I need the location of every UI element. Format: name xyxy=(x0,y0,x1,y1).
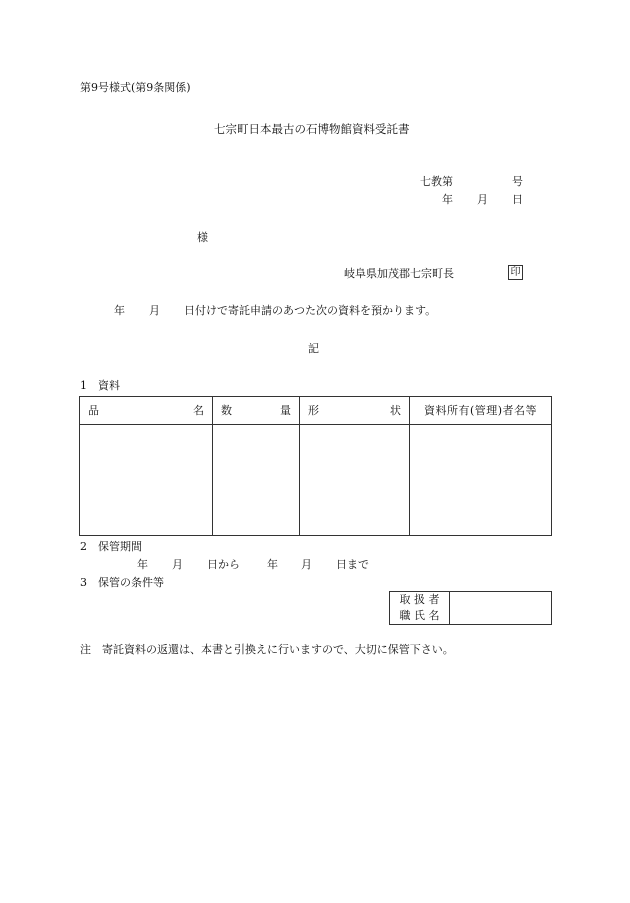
date-day: 日 xyxy=(512,193,523,206)
cell-quantity[interactable] xyxy=(213,425,300,536)
handler-label-cell xyxy=(390,592,450,625)
header-item-name: 品 名 xyxy=(80,397,213,425)
reference-prefix: 七教第 xyxy=(420,175,453,188)
section3-label: 3 保管の条件等 xyxy=(80,576,164,589)
ki-heading: 記 xyxy=(308,342,319,355)
section1-label: 1 資料 xyxy=(80,379,120,392)
header-shape: 形 状 xyxy=(300,397,410,425)
period-to-day: 日まで xyxy=(336,558,369,571)
intro-month: 月 xyxy=(149,304,160,317)
date-year: 年 xyxy=(442,193,453,206)
cell-item-name[interactable] xyxy=(80,425,213,536)
table-row xyxy=(80,425,552,536)
handler-label: 取 扱 者 xyxy=(399,593,440,606)
period-from-year: 年 xyxy=(137,558,148,571)
document-title: 七宗町日本最古の石博物館資料受託書 xyxy=(214,122,410,136)
intro-year: 年 xyxy=(114,304,125,317)
period-to-year: 年 xyxy=(267,558,278,571)
cell-owner[interactable] xyxy=(410,425,552,536)
period-from-day: 日から xyxy=(207,558,240,571)
addressee-suffix: 様 xyxy=(197,231,208,244)
name-label: 職 氏 名 xyxy=(399,609,440,622)
return-note: 注 寄託資料の返還は、本書と引換えに行いますので、大切に保管下さい。 xyxy=(80,643,454,656)
materials-table xyxy=(79,396,552,536)
date-month: 月 xyxy=(477,193,488,206)
section2-label: 2 保管期間 xyxy=(80,540,142,553)
seal-mark: 印 xyxy=(508,265,523,280)
reference-suffix: 号 xyxy=(512,175,523,188)
form-number: 第9号様式(第9条関係) xyxy=(80,81,191,94)
table-header-row xyxy=(80,397,552,425)
handler-name-cell[interactable] xyxy=(450,592,552,625)
period-from-month: 月 xyxy=(172,558,183,571)
period-to-month: 月 xyxy=(301,558,312,571)
intro-text: 日付けで寄託申請のあつた次の資料を預かります。 xyxy=(184,304,437,317)
handler-box xyxy=(389,591,552,625)
header-owner: 資料所有(管理)者名等 xyxy=(410,397,552,425)
cell-shape[interactable] xyxy=(300,425,410,536)
header-quantity: 数 量 xyxy=(213,397,300,425)
issuer-name: 岐阜県加茂郡七宗町長 xyxy=(344,267,454,280)
